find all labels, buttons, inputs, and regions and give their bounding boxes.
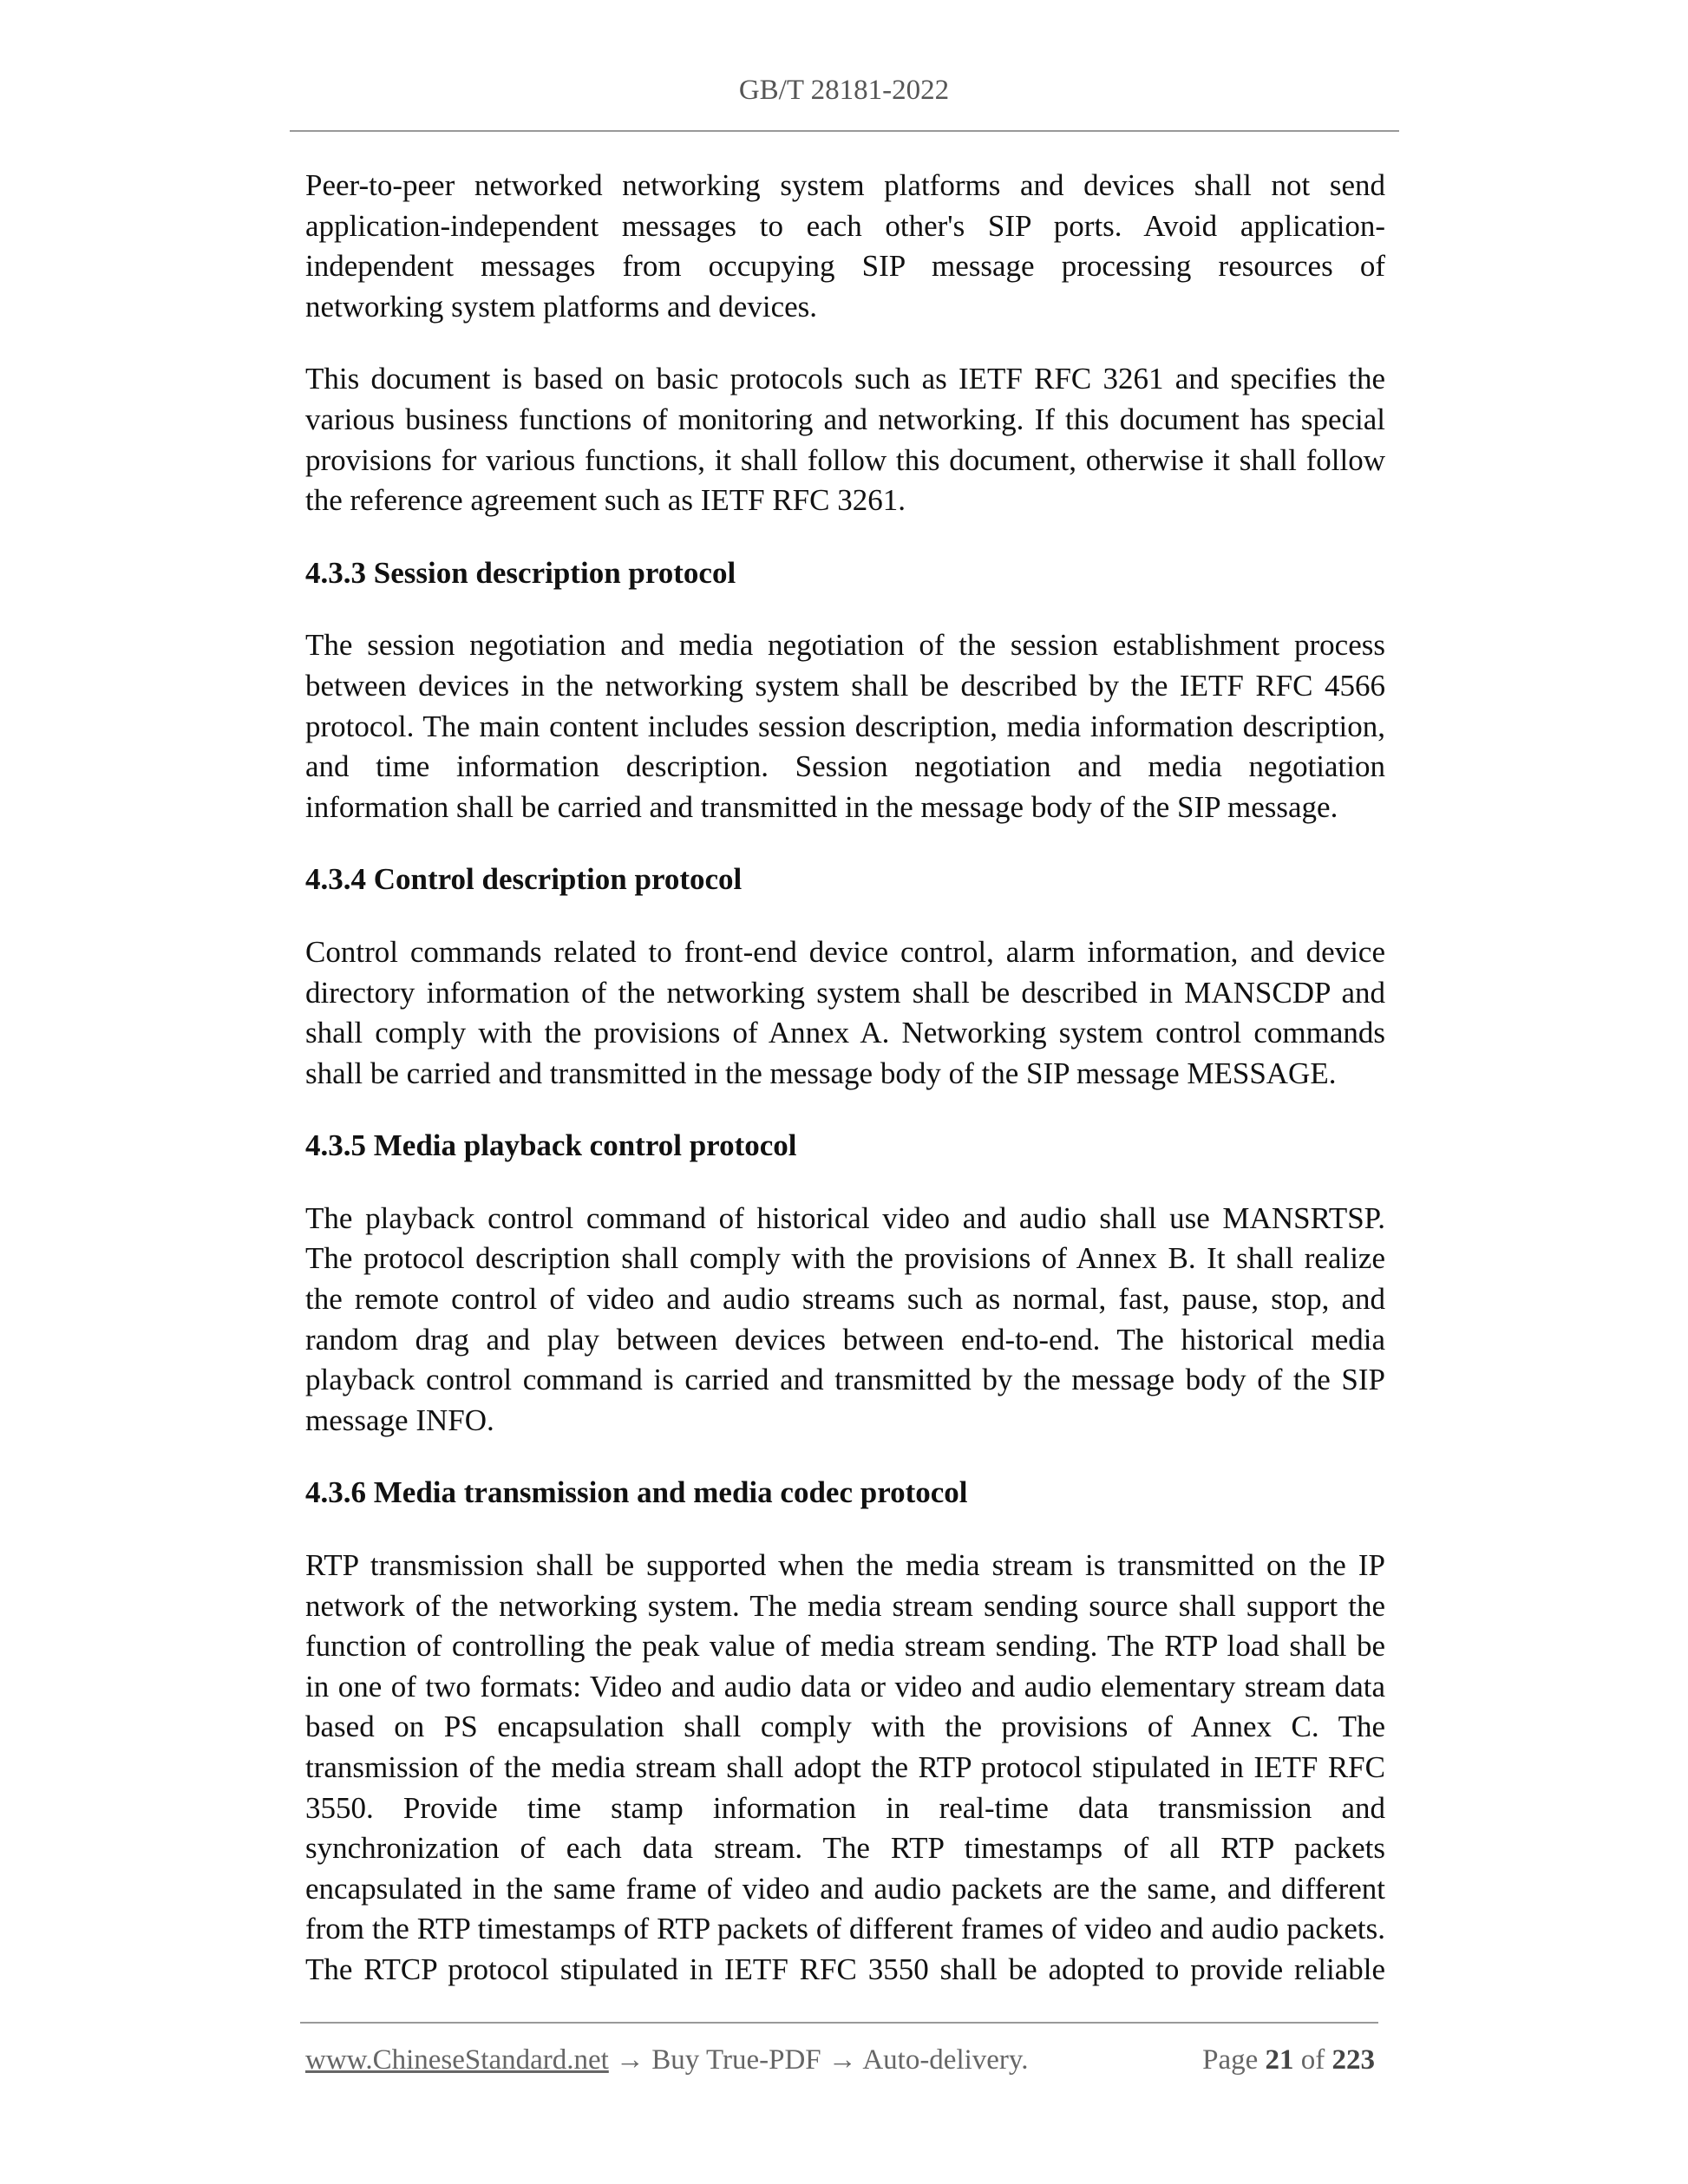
text-line: application-independent messages to each other's SIP ports. Avoid application- [305, 208, 1385, 243]
text-line: various business functions of monitoring and networking. If this document has special [305, 402, 1385, 436]
text-line: synchronization of each data stream. The RTP timestamps of all RTP packets [305, 1831, 1385, 1866]
text-line: independent messages from occupying SIP message processing resources of [305, 249, 1385, 284]
document-body [305, 166, 1385, 2023]
text-line: the reference agreement such as IETF RFC 3261. [305, 483, 906, 518]
text-line: The protocol description shall comply with the provisions of Annex B. It shall realize [305, 1241, 1385, 1276]
text-line: RTP transmission shall be supported when the media stream is transmitted on the IP [305, 1548, 1385, 1583]
paragraph [305, 166, 1385, 327]
text-line: in one of two formats: Video and audio data or video and audio elementary stream data [305, 1669, 1385, 1703]
of-label: of [1300, 2044, 1325, 2076]
current-page: 21 [1265, 2044, 1294, 2076]
document-header-title: GB/T 28181-2022 [738, 75, 950, 106]
arrow-icon: → [616, 2044, 645, 2076]
text-line: the remote control of video and audio streams such as normal, fast, pause, stop, and [305, 1282, 1385, 1317]
text-line: random drag and play between devices between end-to-end. The historical media [305, 1322, 1385, 1357]
text-line: The session negotiation and media negotiation of the session establishment process [305, 628, 1385, 663]
text-line: and time information description. Session negotiation and media negotiation [305, 749, 1385, 784]
buy-text: Buy True-PDF [651, 2044, 821, 2076]
text-line: 3550. Provide time stamp information in real-time data transmission and [305, 1790, 1385, 1825]
page-footer [305, 2044, 1375, 2076]
text-line: The RTCP protocol stipulated in IETF RFC 3550 shall be adopted to provide reliable [305, 1952, 1385, 1986]
paragraph [305, 359, 1385, 520]
text-line: 4.3.5 Media playback control protocol [305, 1128, 797, 1163]
text-line: function of controlling the peak value of media stream sending. The RTP load shall be [305, 1629, 1385, 1664]
text-line: 4.3.4 Control description protocol [305, 862, 743, 897]
paragraph [305, 625, 1385, 827]
text-line: information shall be carried and transmitted in the message body of the SIP message. [305, 789, 1338, 824]
text-line: message INFO. [305, 1403, 494, 1437]
chinesestandard-link[interactable]: www.ChineseStandard.net [305, 2044, 609, 2076]
text-line: between devices in the networking system shall be described by the IETF RFC 4566 [305, 668, 1385, 703]
arrow-icon: → [828, 2044, 857, 2076]
text-line: directory information of the networking system shall be described in MANSCDP and [305, 975, 1385, 1010]
text-line: Peer-to-peer networked networking system platforms and devices shall not send [305, 168, 1385, 202]
text-line: 4.3.6 Media transmission and media codec protocol [305, 1475, 968, 1510]
paragraph [305, 932, 1385, 1094]
text-line: from the RTP timestamps of RTP packets of different frames of video and audio packets. [305, 1912, 1385, 1946]
section-heading [305, 553, 1385, 594]
text-line: 4.3.3 Session description protocol [305, 555, 736, 590]
text-line: networking system platforms and devices. [305, 289, 818, 324]
section-heading [305, 1126, 1385, 1167]
paragraph [305, 1199, 1385, 1442]
text-line: protocol. The main content includes session description, media information description, [305, 709, 1385, 743]
header-divider [290, 130, 1399, 132]
page-number [1202, 2044, 1375, 2076]
footer-promo [305, 2044, 1029, 2076]
delivery-text: Auto-delivery. [862, 2044, 1029, 2076]
total-pages: 223 [1331, 2044, 1375, 2076]
section-heading [305, 860, 1385, 900]
text-line: The playback control command of historical video and audio shall use MANSRTSP. [305, 1200, 1385, 1235]
page-label: Page [1202, 2044, 1259, 2076]
text-line: network of the networking system. The media stream sending source shall support the [305, 1588, 1385, 1623]
text-line: playback control command is carried and transmitted by the message body of the SIP [305, 1363, 1385, 1397]
paragraph [305, 1546, 1385, 1991]
text-line: transmission of the media stream shall adopt the RTP protocol stipulated in IETF RFC [305, 1750, 1385, 1784]
text-line: shall comply with the provisions of Annex A. Networking system control commands [305, 1016, 1385, 1050]
text-line: Control commands related to front-end device control, alarm information, and device [305, 934, 1385, 969]
text-line: provisions for various functions, it shall follow this document, otherwise it shall follow [305, 442, 1385, 477]
footer-divider [300, 2022, 1378, 2024]
text-line: based on PS encapsulation shall comply with the provisions of Annex C. The [305, 1710, 1385, 1744]
text-line: encapsulated in the same frame of video and audio packets are the same, and different [305, 1871, 1385, 1906]
text-line: This document is based on basic protocols such as IETF RFC 3261 and specifies the [305, 362, 1385, 396]
section-heading [305, 1473, 1385, 1514]
text-line: shall be carried and transmitted in the message body of the SIP message MESSAGE. [305, 1056, 1337, 1090]
